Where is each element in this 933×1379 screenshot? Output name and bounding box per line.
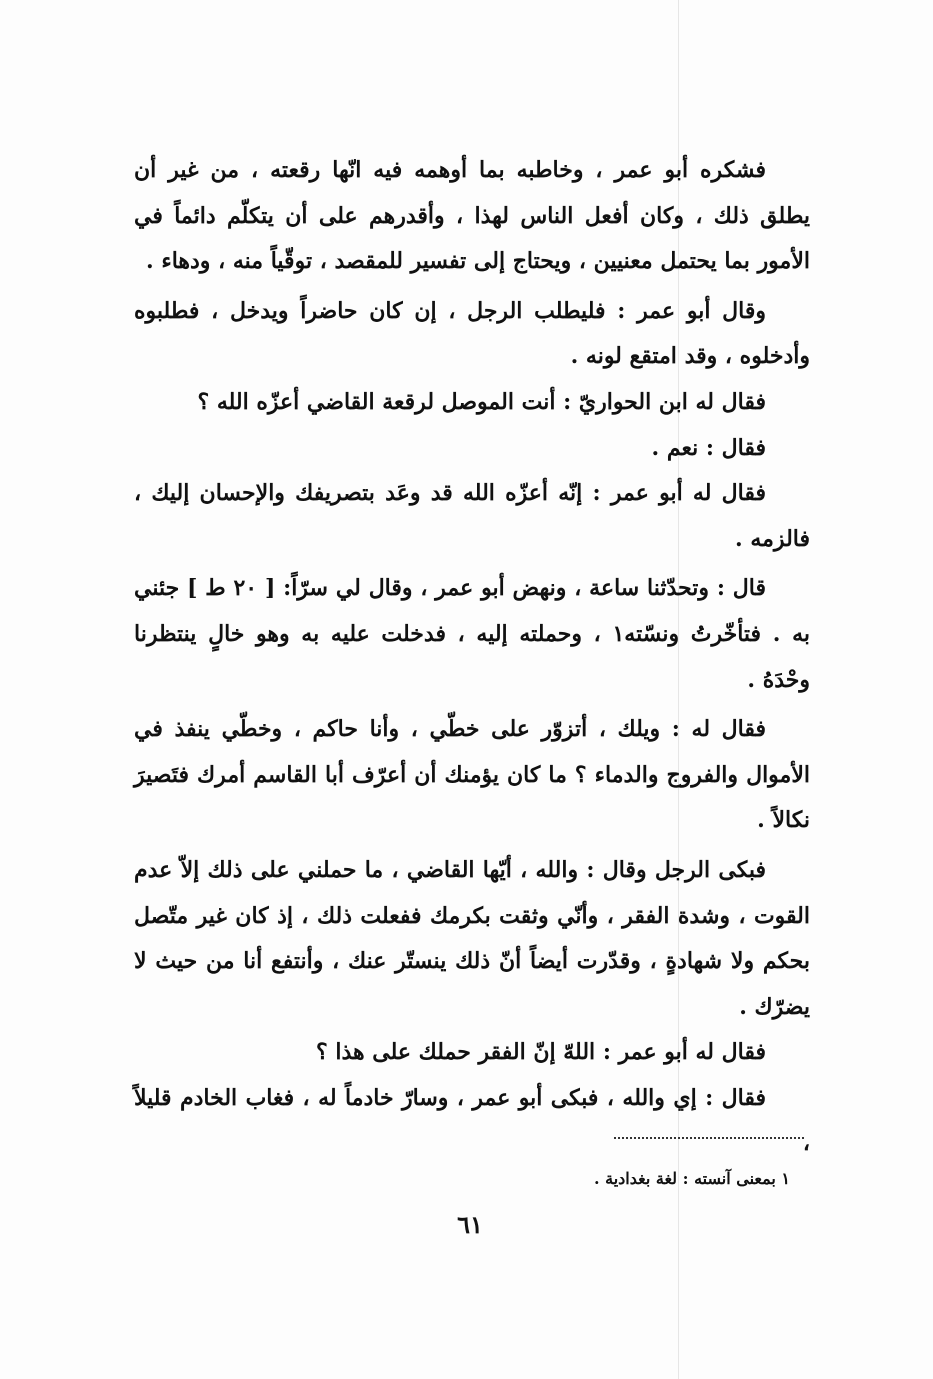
paragraph-10: فقال : إي والله ، فبكى أبو عمر ، وسارّ خادماً له ، فغاب الخادم قليلاً ، [134, 1084, 810, 1157]
paragraph-1: فشكره أبو عمر ، وخاطبه بما أوهمه فيه انّها رقعته ، من غير أن يطلق ذلك ، وكان أفعل الناس لهذا ، وأقدرهم على أن يتكلّم دائماً في الأمور بما يحتمل معنيين ، ويحتاج إلى تفسير للمقصد ، توقّياً منه ، ودهاء . [134, 157, 810, 275]
paragraph-7: فقال له : ويلك ، أتزوّر على خطّي ، وأنا حاكم ، وخطّي ينفذ في الأموال والفروج والدماء ؟ ما كان يؤمنك أن أعرّف أبا القاسم أمرك فتَصيرَ نكالاً . [134, 716, 810, 834]
footnote-divider [614, 1137, 804, 1139]
paragraph-4: فقال : نعم . [651, 434, 766, 461]
paragraph-5: فقال له أبو عمر : إنّه أعزّه الله قد وعَد بتصريفك والإحسان إليك ، فالزمه . [134, 480, 810, 552]
main-text-block [134, 148, 810, 1167]
paragraph-2: وقال أبو عمر : فليطلب الرجل ، إن كان حاضراً ويدخل ، فطلبوه وأدخلوه ، وقد امتقع لونه . [134, 297, 810, 370]
footnote: ١ بمعنى آنسته : لغة بغدادية . [594, 1169, 790, 1188]
paragraph-6: قال : وتحدّثنا ساعة ، ونهض أبو عمر ، وقال لي سرّاً: [ ٢٠ ط ] جئني به . فتأخّرتُ ونسّته١ ، وحملته إليه ، فدخلت عليه به وهو خالٍ ينتظرنا وحْدَهُ . [134, 575, 810, 693]
page-number: ٦١ [457, 1210, 483, 1239]
paragraph-3: فقال له ابن الحواريّ : أنت الموصل لرقعة القاضي أعزّه الله ؟ [197, 388, 766, 415]
paragraph-9: فقال له أبو عمر : اللهّ إنّ الفقر حملك على هذا ؟ [316, 1039, 766, 1066]
paragraph-8: فبكى الرجل وقال : والله ، أيّها القاضي ، ما حملني على ذلك إلاّ عدم القوت ، وشدة الفقر ، وأنّي وثقت بكرمك ففعلت ذلك ، إذ كان غير متّصل بحكم ولا شهادةٍ ، وقدّرت أيضاً أنّ ذلك ينستّر عنك ، وأنتفع أنا من حيث لا يضرّك . [134, 856, 810, 1020]
